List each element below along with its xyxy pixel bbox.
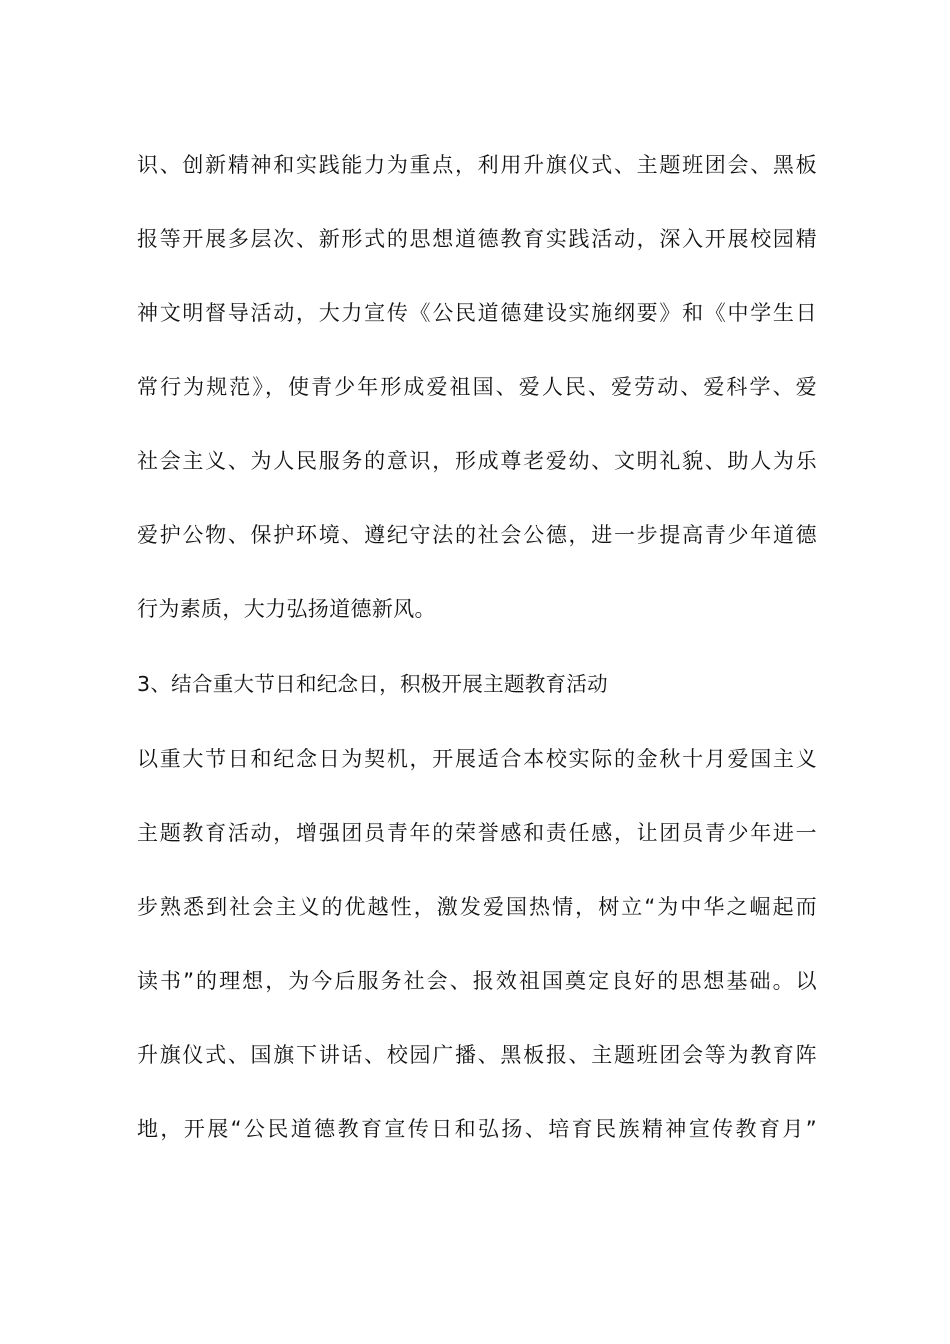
paragraph-line: 社会主义、为人民服务的意识，形成尊老爱幼、文明礼貌、助人为乐 [137,449,817,473]
paragraph-line: 常行为规范》，使青少年形成爱祖国、爱人民、爱劳动、爱科学、爱 [137,375,817,399]
paragraph-line: 步熟悉到社会主义的优越性，激发爱国热情，树立“为中华之崛起而 [137,895,817,919]
paragraph-line: 行为素质，大力弘扬道德新风。 [137,597,436,621]
paragraph-line: 识、创新精神和实践能力为重点，利用升旗仪式、主题班团会、黑板 [137,153,817,177]
paragraph-line: 地，开展“公民道德教育宣传日和弘扬、培育民族精神宣传教育月” [137,1117,817,1141]
section-heading: 3、结合重大节日和纪念日，积极开展主题教育活动 [137,672,608,696]
paragraph-line: 读书”的理想，为今后服务社会、报效祖国奠定良好的思想基础。以 [137,969,817,993]
paragraph-line: 报等开展多层次、新形式的思想道德教育实践活动，深入开展校园精 [137,227,817,251]
paragraph-line: 升旗仪式、国旗下讲话、校园广播、黑板报、主题班团会等为教育阵 [137,1043,817,1067]
paragraph-line: 以重大节日和纪念日为契机，开展适合本校实际的金秋十月爱国主义 [137,747,817,771]
paragraph-line: 主题教育活动，增强团员青年的荣誉感和责任感，让团员青少年进一 [137,821,817,845]
paragraph-line: 爱护公物、保护环境、遵纪守法的社会公德，进一步提高青少年道德 [137,523,817,547]
paragraph-line: 神文明督导活动，大力宣传《公民道德建设实施纲要》和《中学生日 [137,301,817,325]
